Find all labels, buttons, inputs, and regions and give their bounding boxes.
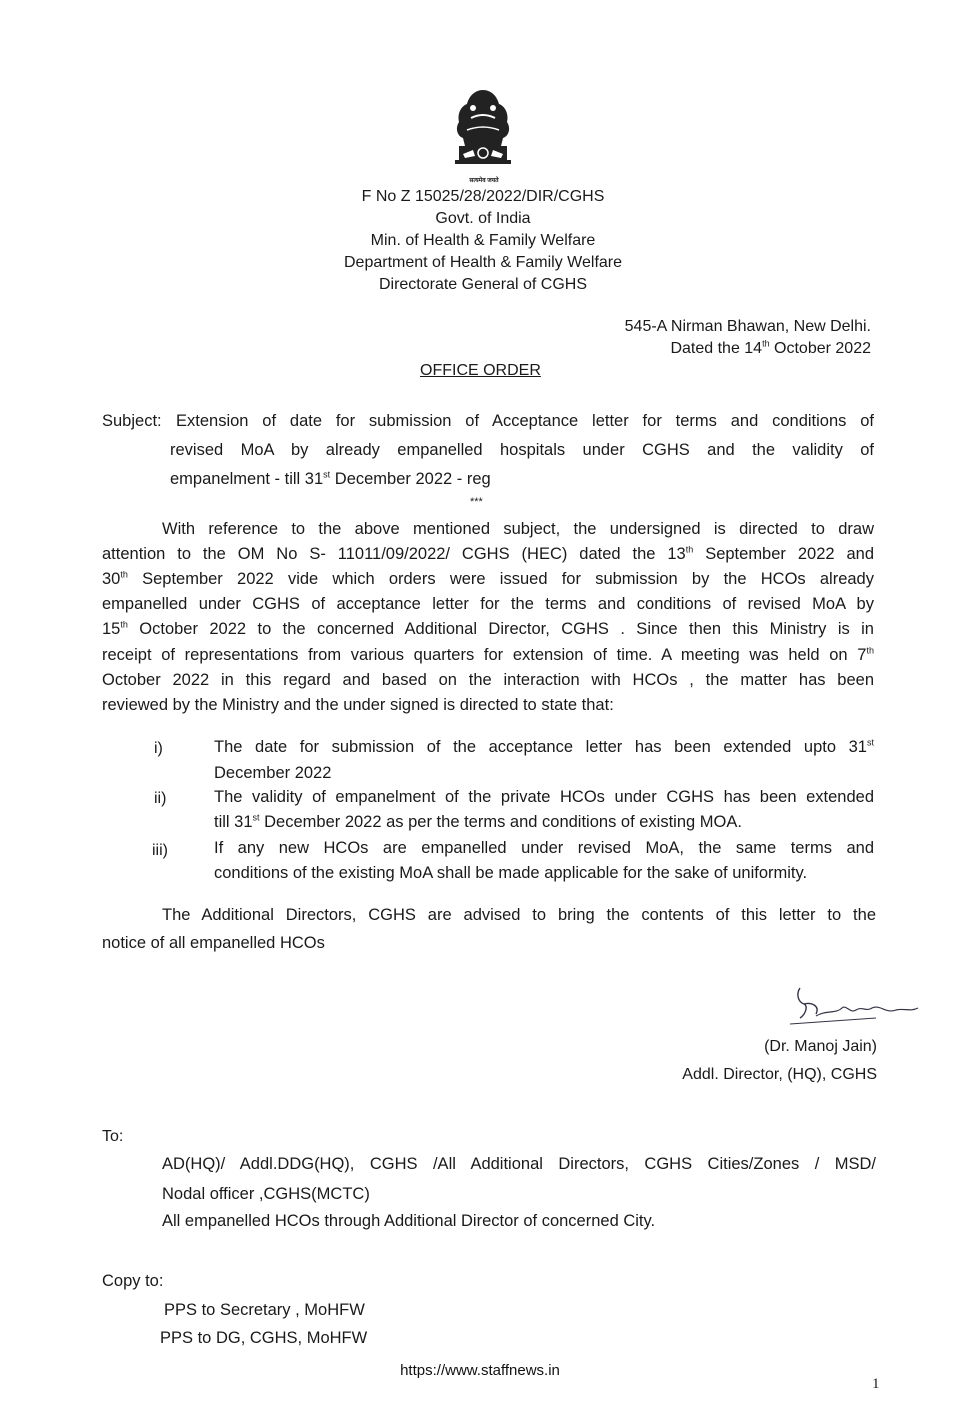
to-line-2: Nodal officer ,CGHS(MCTC): [162, 1185, 370, 1203]
item-3-line-2: conditions of the existing MoA shall be made applicable for the sake of uniformity.: [214, 864, 808, 882]
copy-to-label: Copy to:: [102, 1272, 164, 1290]
item-2-line-2: till 31st December 2022 as per the terms and conditions of existing MOA.: [214, 812, 742, 831]
item-1-line-2: December 2022: [214, 764, 332, 782]
item-2-line-1: The validity of empanelment of the private HCOs under CGHS has been extended: [214, 788, 874, 806]
para1-line-3: 30th September 2022 vide which orders were issued for submission by the HCOs already: [102, 569, 874, 588]
para1-line-1: With reference to the above mentioned subject, the undersigned is directed to draw: [162, 520, 874, 538]
copy-to-line-2: PPS to DG, CGHS, MoHFW: [160, 1329, 368, 1347]
subject-label: Subject:: [102, 412, 162, 430]
para1-line-5: 15th October 2022 to the concerned Additional Director, CGHS . Since then this Ministry is in: [102, 619, 874, 638]
directorate-line: Directorate General of CGHS: [378, 276, 588, 293]
para1-line-2: attention to the OM No S- 11011/09/2022/ CGHS (HEC) dated the 13th September 2022 and: [102, 544, 875, 563]
subject-line-2: revised MoA by already empanelled hospitals under CGHS and the validity of: [170, 441, 874, 459]
para1-line-6: receipt of representations from various quarters for extension of time. A meeting was held on 7th: [102, 645, 874, 664]
address-line: 545-A Nirman Bhawan, New Delhi.: [624, 318, 871, 335]
date-line: Dated the 14th October 2022: [670, 338, 871, 357]
handwritten-signature: [786, 984, 936, 1032]
file-number: F No Z 15025/28/2022/DIR/CGHS: [361, 188, 605, 205]
item-1-number: i): [154, 740, 163, 757]
subject-line-1: Extension of date for submission of Acceptance letter for terms and conditions of: [176, 412, 874, 430]
department-line: Department of Health & Family Welfare: [343, 254, 623, 271]
para1-line-4: empanelled under CGHS of acceptance letter for the terms and conditions of revised MoA by: [102, 595, 874, 613]
page-number: 1: [872, 1376, 880, 1392]
subject-separator: ***: [470, 496, 483, 508]
para2-line-1: The Additional Directors, CGHS are advised to bring the contents of this letter to the: [162, 906, 876, 924]
to-line-3: All empanelled HCOs through Additional Director of concerned City.: [162, 1212, 656, 1230]
to-line-1: AD(HQ)/ Addl.DDG(HQ), CGHS /All Additional Directors, CGHS Cities/Zones / MSD/: [162, 1155, 876, 1173]
signatory-designation: Addl. Director, (HQ), CGHS: [682, 1066, 877, 1083]
to-label: To:: [102, 1128, 124, 1145]
para1-line-8: reviewed by the Ministry and the under signed is directed to state that:: [102, 696, 614, 714]
national-emblem: [447, 84, 519, 182]
para2-line-2: notice of all empanelled HCOs: [102, 934, 325, 952]
source-url: https://www.staffnews.in: [400, 1362, 560, 1379]
item-3-line-1: If any new HCOs are empanelled under revised MoA, the same terms and: [214, 839, 874, 857]
copy-to-line-1: PPS to Secretary , MoHFW: [164, 1301, 365, 1319]
govt-line: Govt. of India: [435, 210, 531, 227]
order-title: OFFICE ORDER: [420, 362, 541, 379]
ministry-line: Min. of Health & Family Welfare: [370, 232, 596, 249]
item-1-line-1: The date for submission of the acceptance letter has been extended upto 31st: [214, 737, 874, 756]
item-3-number: iii): [152, 842, 168, 859]
signatory-name: (Dr. Manoj Jain): [764, 1038, 877, 1055]
emblem-caption: सत्यमेव जयते: [469, 178, 499, 184]
subject-line-3: empanelment - till 31st December 2022 - reg: [170, 469, 491, 488]
item-2-number: ii): [154, 790, 167, 807]
para1-line-7: October 2022 in this regard and based on the interaction with HCOs , the matter has been: [102, 671, 874, 689]
